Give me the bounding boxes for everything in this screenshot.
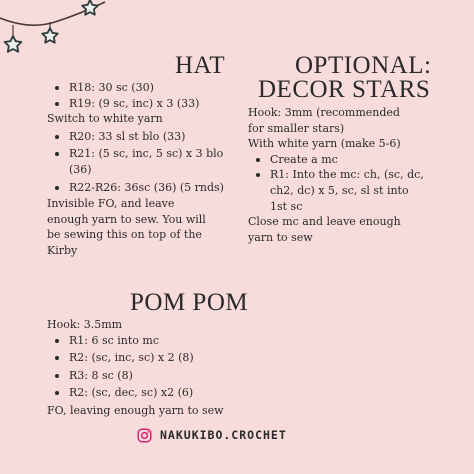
star-icon	[5, 36, 22, 52]
hat-instructions	[47, 80, 247, 259]
list-item: R21: (5 sc, inc, 5 sc) x 3 blo (36)	[47, 146, 247, 177]
pompom-title: POM POM	[130, 289, 249, 316]
hat-closing-note: Invisible FO, and leave enough yarn to sew. You will be sewing this on top of the Kirby	[47, 197, 206, 257]
hat-switch-note: Switch to white yarn	[47, 112, 163, 126]
stars-title-line-1: OPTIONAL:	[295, 52, 432, 79]
list-item: Create a mc	[248, 152, 448, 168]
instagram-icon	[137, 428, 152, 443]
list-item: R3: 8 sc (8)	[47, 368, 287, 384]
list-item: R18: 30 sc (30)	[47, 80, 247, 96]
list-item: R20: 33 sl st blo (33)	[47, 129, 247, 145]
star-icon	[42, 28, 58, 43]
social-handle	[137, 426, 287, 444]
instagram-handle: NAKUKIBO.CROCHET	[160, 428, 287, 442]
pompom-closing-note: FO, leaving enough yarn to sew	[47, 403, 224, 417]
list-item: R22-R26: 36sc (36) (5 rnds)	[47, 180, 247, 196]
list-item: R1: Into the mc: ch, (sc, dc, ch2, dc) x 5, sc, sl st into 1st sc	[248, 167, 448, 214]
list-item: R2: (sc, inc, sc) x 2 (8)	[47, 350, 287, 366]
star-garland	[0, 0, 110, 60]
pompom-rounds-list	[47, 333, 287, 401]
hat-rounds-list-a	[47, 80, 247, 111]
list-item: R2: (sc, dec, sc) x2 (6)	[47, 385, 287, 401]
star-icon	[82, 0, 98, 15]
hat-rounds-list-b	[47, 129, 247, 195]
stars-title-line-2: DECOR STARS	[258, 76, 431, 103]
pompom-instructions: Hook: 3.5mm R1: 6 sc into mc R2: (sc, inc, sc) x 2 (8) R3: 8 sc (8) R2: (sc, dec, sc) x2 (6) FO, leaving enough yarn to sew	[47, 317, 287, 419]
stars-instructions: Hook: 3mm (recommended for smaller stars) With white yarn (make 5-6) Create a mc R1: Into the mc: ch, (sc, dc, ch2, dc) x 5, sc, sl st into 1st sc Close mc and leave enough yarn to sew	[248, 105, 448, 245]
stars-rounds-list	[248, 152, 448, 214]
hat-title: HAT	[175, 52, 226, 79]
list-item: R1: 6 sc into mc	[47, 333, 287, 349]
list-item: R19: (9 sc, inc) x 3 (33)	[47, 96, 247, 112]
